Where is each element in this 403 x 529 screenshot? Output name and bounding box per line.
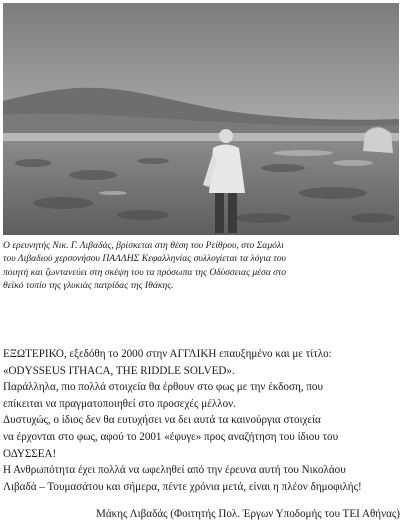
paragraph-3: Δυστυχώς, ο ίδιος δεν θα ευτυχήσει να δει αυτά τα καινούργια στοιχεία να έρχονται στο φως, αφού το 2001 «έφυγε» προς αναζήτηση του ίδιου του ΟΔΥΣΣΕΑ! xyxy=(3,414,339,460)
article-body xyxy=(3,346,400,495)
landscape-photo xyxy=(3,3,399,235)
landscape-photo-icon xyxy=(3,3,399,235)
paragraph-1: ΕΞΩΤΕΡΙΚΟ, εξεδόθη το 2000 στην ΑΓΓΛΙΚΗ επαυξημένο και με τίτλο: «ODYSSEUS ITHACA, THE RIDDLE SOLVED». xyxy=(3,348,332,377)
paragraph-2: Παράλληλα, πιο πολλά στοιχεία θα έρθουν στο φως με την έκδοση, που επίκειται να πραγματοποιηθεί στο προσεχές μέλλον. xyxy=(3,381,323,410)
photo-caption: Ο ερευνητής Νικ. Γ. Λιβαδάς, βρίσκεται στη θέση του Ρείθρου, στο Σαμόλι του Λιβαδιού χερσονήσου ΠΑΛΛΗΣ Κεφαλληνίας συλλογίεται τα λόγια του ποιητή και ζωντανεύει στη σκέψη του τα πρόσωπα της Οδύσσειας μέσα στο θεϊκό τοπίο της γλυκιάς πατρίδας της Ιθάκης. xyxy=(3,240,287,292)
author-signature: Μάκης Λιβαδάς (Φοιτητής Πολ. Έργων Υποδομής του ΤΕΙ Αθήνας) xyxy=(95,508,400,520)
paragraph-4: Η Ανθρωπότητα έχει πολλά να ωφεληθεί από την έρευνα αυτή του Νικολάου Λιβαδά – Τουμασάτου και σήμερα, πέντε χρόνια μετά, είναι η πλέον δημοφιλής! xyxy=(3,464,362,493)
